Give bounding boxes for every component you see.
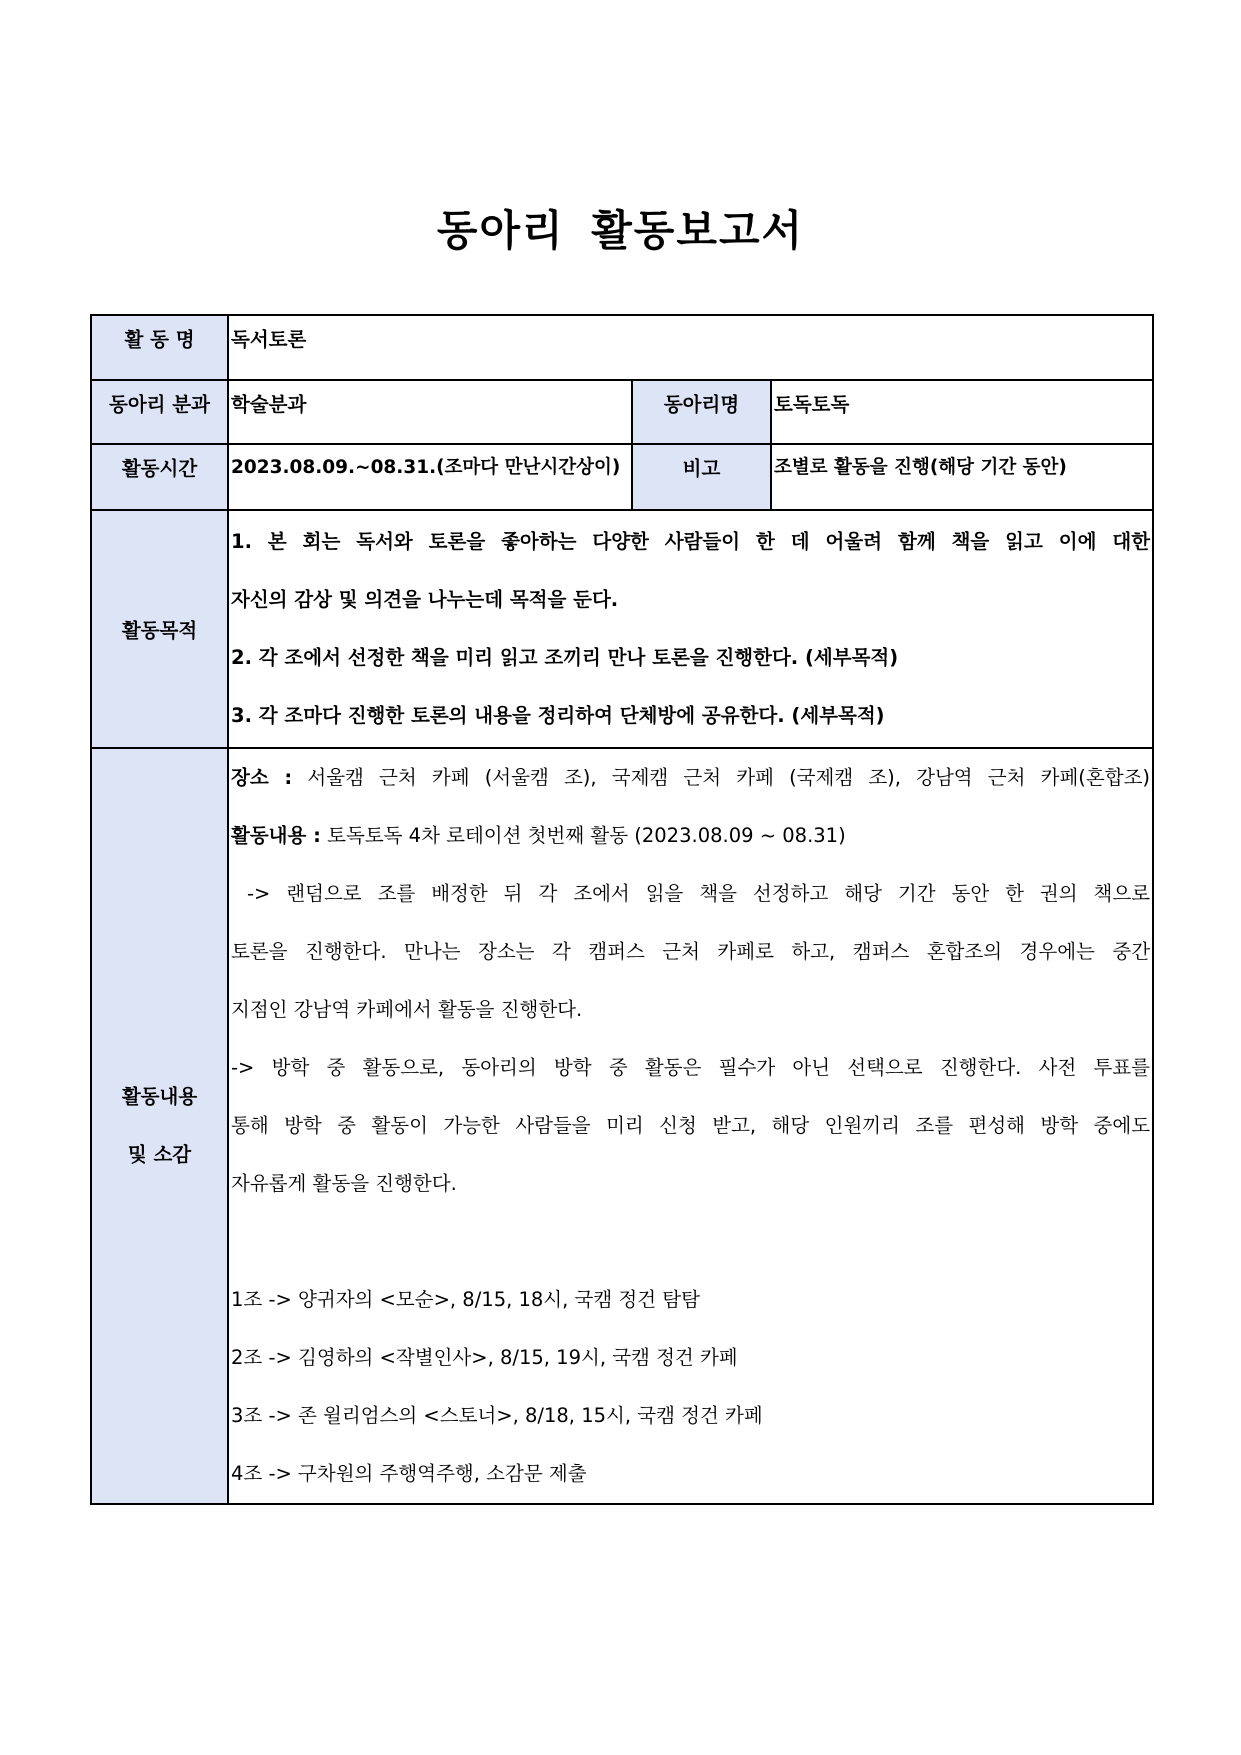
purpose-line: 3. 각 조마다 진행한 토론의 내용을 정리하여 단체방에 공유한다. (세부목적) — [231, 704, 885, 727]
club-division-value: 학술분과 — [231, 393, 307, 416]
content-label-line1: 활동내용 — [121, 1085, 198, 1108]
place-value: 서울캠 근처 카페 (서울캠 조), 국제캠 근처 카페 (국제캠 조), 강남역 근처 카페(혼합조) — [307, 766, 1151, 789]
group-line: 3조 -> 존 윌리엄스의 <스토너>, 8/18, 15시, 국캠 정건 카페 — [231, 1404, 763, 1427]
content-line: 토론을 진행한다. 만나는 장소는 각 캠퍼스 근처 카페로 하고, 캠퍼스 혼합조의 경우에는 중간 — [231, 940, 1151, 963]
content-summary-value: 토독토독 4차 로테이션 첫번째 활동 (2023.08.09 ~ 08.31) — [327, 824, 846, 847]
place-line — [231, 749, 1150, 807]
purpose-line: 2. 각 조에서 선정한 책을 미리 읽고 조끼리 만나 토론을 진행한다. (세부목적) — [231, 646, 899, 669]
purpose-line: 자신의 감상 및 의견을 나누는데 목적을 둔다. — [231, 588, 619, 611]
remarks-label: 비고 — [632, 444, 771, 510]
content-line: 자유롭게 활동을 진행한다. — [231, 1172, 457, 1195]
content-line: -> 방학 중 활동으로, 동아리의 방학 중 활동은 필수가 아닌 선택으로 진행한다. 사전 투표를 — [231, 1056, 1151, 1079]
club-name-label: 동아리명 — [632, 380, 771, 444]
document-title: 동아리 활동보고서 — [436, 206, 805, 255]
remarks-value: 조별로 활동을 진행(해당 기간 동안) — [774, 457, 1067, 478]
activity-name-value: 독서토론 — [231, 328, 307, 351]
row-activity-name — [91, 315, 1153, 380]
content-label — [91, 748, 228, 1504]
group-line: 1조 -> 양귀자의 <모순>, 8/15, 18시, 국캠 정건 탐탐 — [231, 1288, 700, 1311]
content-summary-line — [231, 807, 1150, 865]
content-label-line2: 및 소감 — [127, 1143, 192, 1166]
purpose-label: 활동목적 — [91, 510, 228, 748]
content-line: 지점인 강남역 카페에서 활동을 진행한다. — [231, 998, 583, 1021]
place-label: 장소 : — [231, 766, 293, 789]
row-time — [91, 444, 1153, 510]
row-club — [91, 380, 1153, 444]
content-line: -> 랜덤으로 조를 배정한 뒤 각 조에서 읽을 책을 선정하고 해당 기간 동안 한 권의 책으로 — [231, 882, 1151, 905]
report-table — [90, 314, 1154, 1505]
activity-name-label: 활 동 명 — [91, 315, 228, 380]
group-line: 4조 -> 구차원의 주행역주행, 소감문 제출 — [231, 1462, 587, 1485]
activity-time-value: 2023.08.09.~08.31.(조마다 만난시간상이) — [231, 457, 621, 478]
blank-line — [231, 1213, 1150, 1271]
row-purpose — [91, 510, 1153, 748]
club-name-value: 토독토독 — [774, 393, 850, 416]
club-division-label: 동아리 분과 — [91, 380, 228, 444]
row-content — [91, 748, 1153, 1504]
group-line: 2조 -> 김영하의 <작별인사>, 8/15, 19시, 국캠 정건 카페 — [231, 1346, 738, 1369]
activity-time-label: 활동시간 — [91, 444, 228, 510]
content-summary-label: 활동내용 : — [231, 824, 321, 847]
purpose-line: 1. 본 회는 독서와 토론을 좋아하는 다양한 사람들이 한 데 어울려 함께 책을 읽고 이에 대한 — [231, 530, 1151, 553]
content-line: 통해 방학 중 활동이 가능한 사람들을 미리 신청 받고, 해당 인원끼리 조를 편성해 방학 중에도 — [231, 1114, 1151, 1137]
